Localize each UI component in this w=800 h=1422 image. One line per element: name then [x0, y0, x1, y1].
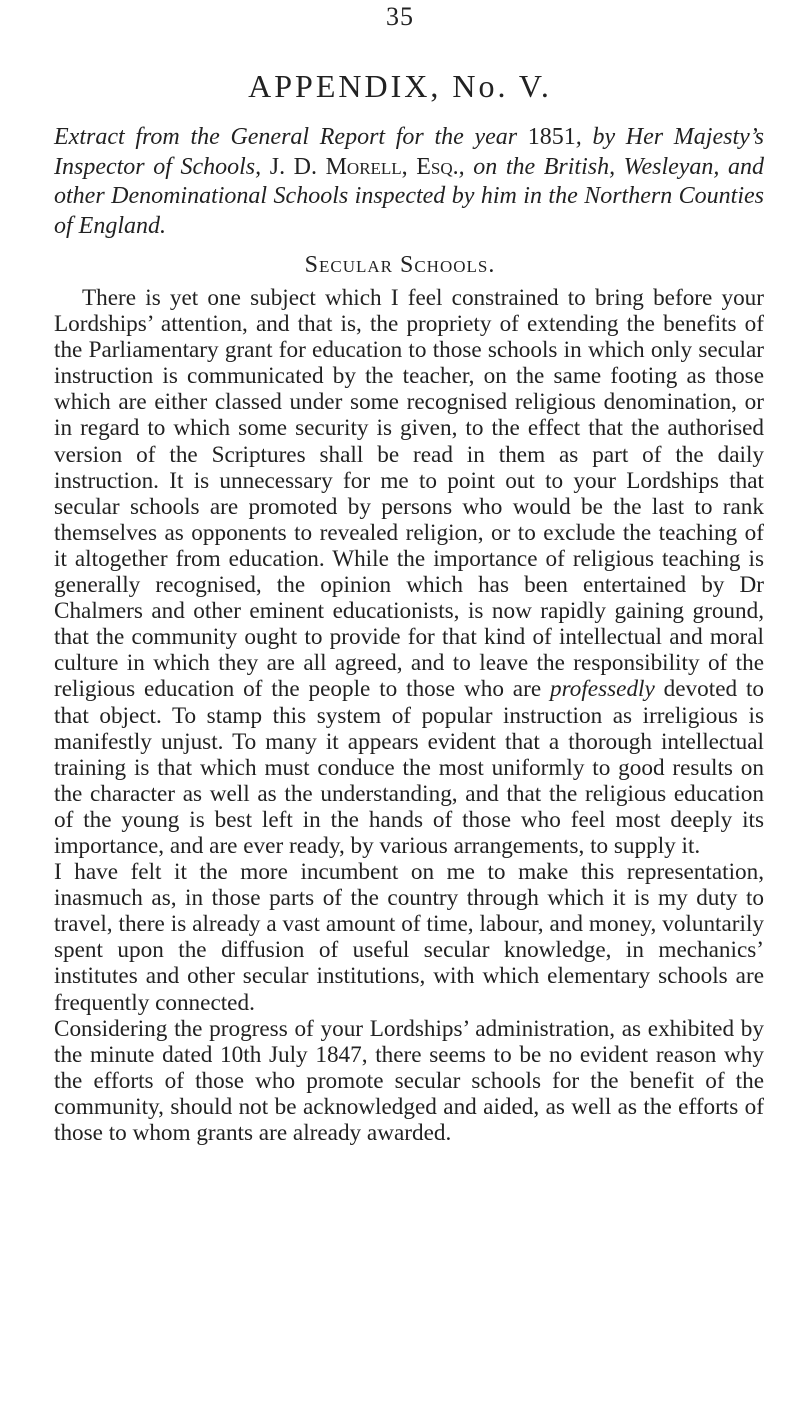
extract-subtitle: [54, 123, 764, 241]
paragraph-2: I have felt it the more incumbent on me to make this representation, inasmuch as, in those parts of the country through which it is my duty to travel, there is already a vast amount of time, labour, and money, voluntarily spent upon the diffusion of useful secular knowledge, in mechanics’ institutes and other secular institutions, with which elementary schools are frequently connected.: [54, 859, 764, 1016]
page-number: 35: [386, 2, 414, 31]
inspector-name: J. D. Morell, Esq.: [269, 153, 459, 180]
paragraph-1: [54, 285, 764, 859]
subtitle-part-3: , on the British, Wesleyan, and other Denominational Schools inspected by him in the Northern Counties of England.: [54, 153, 765, 239]
paragraph-1-text-after: devoted to that object. To stamp this system of popular instruction as irreligious is manifestly unjust. To many it appears evident that a thorough intellectual training is that which must conduce the most uniformly to good results on the character as well as the understanding, and that the religious education of the young is best left in the hands of those who feel most deeply its importance, and are ever ready, by various arrangements, to supply it.: [54, 676, 765, 859]
appendix-heading: APPENDIX, No. V.: [248, 68, 552, 104]
subtitle-year: 1851: [527, 124, 576, 150]
report-body: [54, 285, 764, 1146]
section-title: Secular Schools.: [304, 252, 496, 278]
subtitle-part-1: Extract from the General Report for the year: [54, 124, 528, 150]
paragraph-1-emphasis: professedly: [550, 676, 655, 703]
paragraph-1-text: There is yet one subject which I feel constrained to bring before your Lordships’ attention, and that is, the propriety of extending the benefits of the Parliamentary grant for education to those schools in which only secular instruction is communicated by the teacher, on the same footing as those which are either classed under some recognised religious denomination, or in regard to which some security is given, to the effect that the authorised version of the Scriptures shall be read in them as part of the daily instruction. It is unnecessary for me to point out to your Lordships that secular schools are promoted by persons who would be the last to rank themselves as opponents to revealed religion, or to exclude the teaching of it altogether from education. While the importance of religious teaching is generally recognised, the opinion which has been entertained by Dr Chalmers and other eminent educationists, is now rapidly gaining ground, that the community ought to provide for that kind of intellectual and moral culture in which they are all agreed, and to leave the responsibility of the religious education of the people to those who are: [54, 285, 764, 703]
subtitle-part-2: , by Her Majesty’s Inspector of Schools,: [54, 124, 765, 180]
paragraph-3: Considering the progress of your Lordships’ administration, as exhibited by the minute dated 10th July 1847, there seems to be no evident reason why the efforts of those who promote secular schools for the benefit of the community, should not be acknowledged and aided, as well as the efforts of those to whom grants are already awarded.: [54, 1015, 764, 1146]
